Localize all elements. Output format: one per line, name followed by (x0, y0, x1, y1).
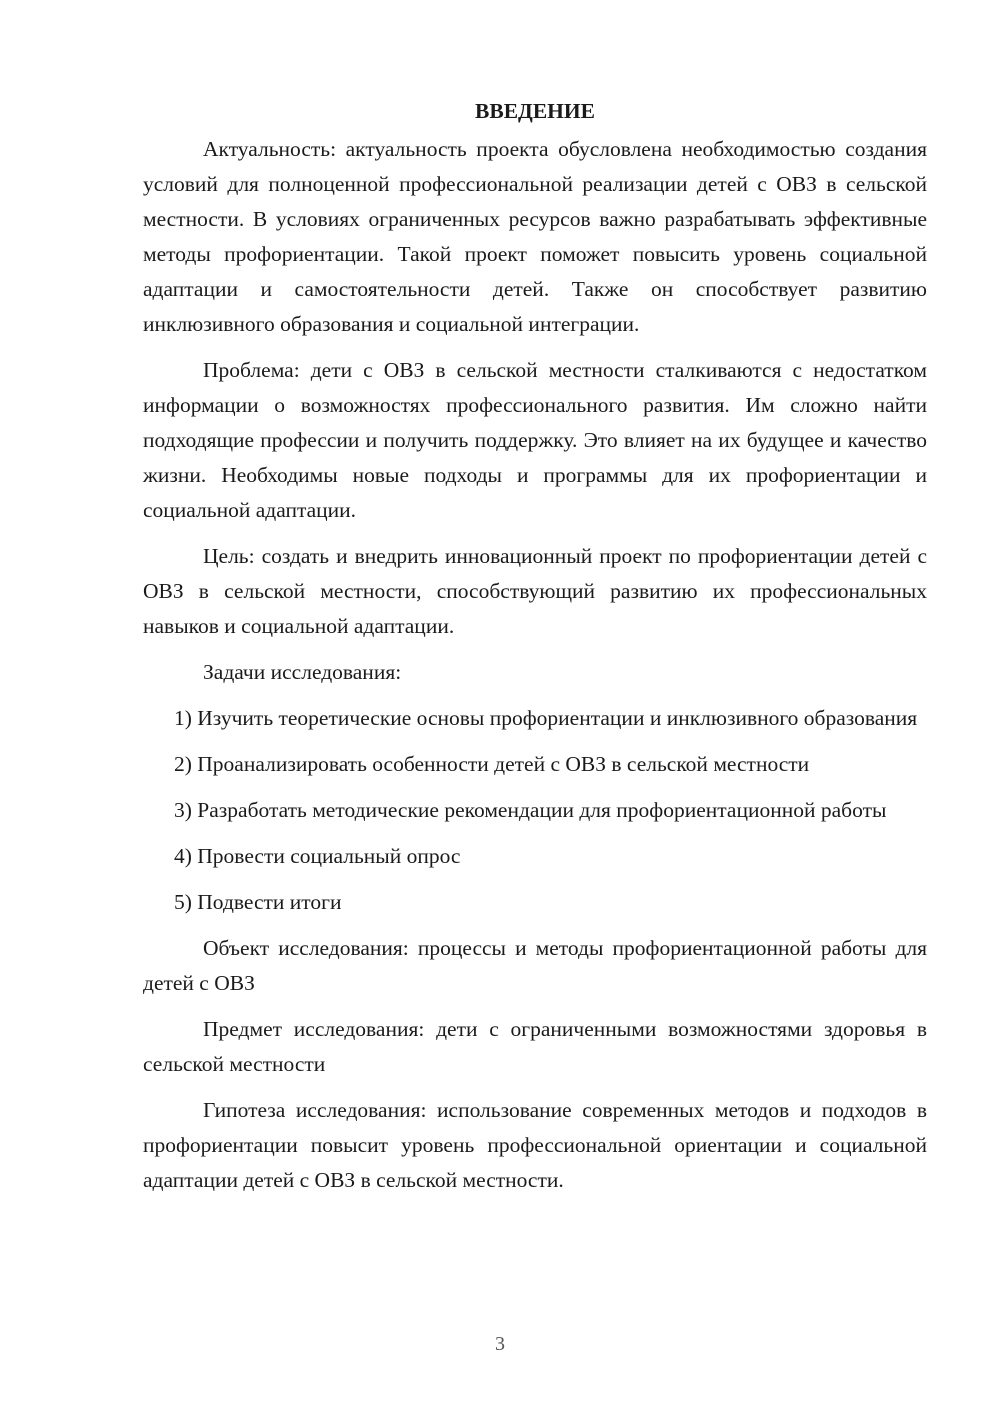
paragraph-relevance: Актуальность: актуальность проекта обусловлена необходимостью создания условий для полноценной профессиональной реализации детей с ОВЗ в сельской местности. В условиях ограниченных ресурсов важно разрабатывать эффективные методы профориентации. Такой проект поможет повысить уровень социальной адаптации и самостоятельности детей. Также он способствует развитию инклюзивного образования и социальной интеграции. (143, 137, 927, 336)
section-title: ВВЕДЕНИЕ (475, 99, 595, 123)
task-item-3: 3) Разработать методические рекомендации для профориентационной работы (174, 798, 887, 822)
paragraph-problem: Проблема: дети с ОВЗ в сельской местности сталкиваются с недостатком информации о возможностях профессионального развития. Им сложно найти подходящие профессии и получить поддержку. Это влияет на их будущее и качество жизни. Необходимы новые подходы и программы для их профориентации и социальной адаптации. (143, 358, 927, 522)
paragraph-goal: Цель: создать и внедрить инновационный проект по профориентации детей с ОВЗ в сельской местности, способствующий развитию их профессиональных навыков и социальной адаптации. (143, 544, 927, 638)
task-item-5: 5) Подвести итоги (174, 890, 342, 914)
task-item-4: 4) Провести социальный опрос (174, 844, 461, 868)
paragraph-object: Объект исследования: процессы и методы профориентационной работы для детей с ОВЗ (143, 936, 927, 995)
paragraph-hypothesis: Гипотеза исследования: использование современных методов и подходов в профориентации повысит уровень профессиональной ориентации и социальной адаптации детей с ОВЗ в сельской местности. (143, 1098, 927, 1192)
page-number: 3 (495, 1333, 505, 1355)
task-item-1: 1) Изучить теоретические основы профориентации и инклюзивного образования (174, 706, 918, 730)
tasks-heading: Задачи исследования: (203, 660, 402, 684)
task-item-2: 2) Проанализировать особенности детей с ОВЗ в сельской местности (174, 752, 810, 776)
document-page (143, 96, 927, 1209)
paragraph-subject: Предмет исследования: дети с ограниченными возможностями здоровья в сельской местности (143, 1017, 927, 1076)
